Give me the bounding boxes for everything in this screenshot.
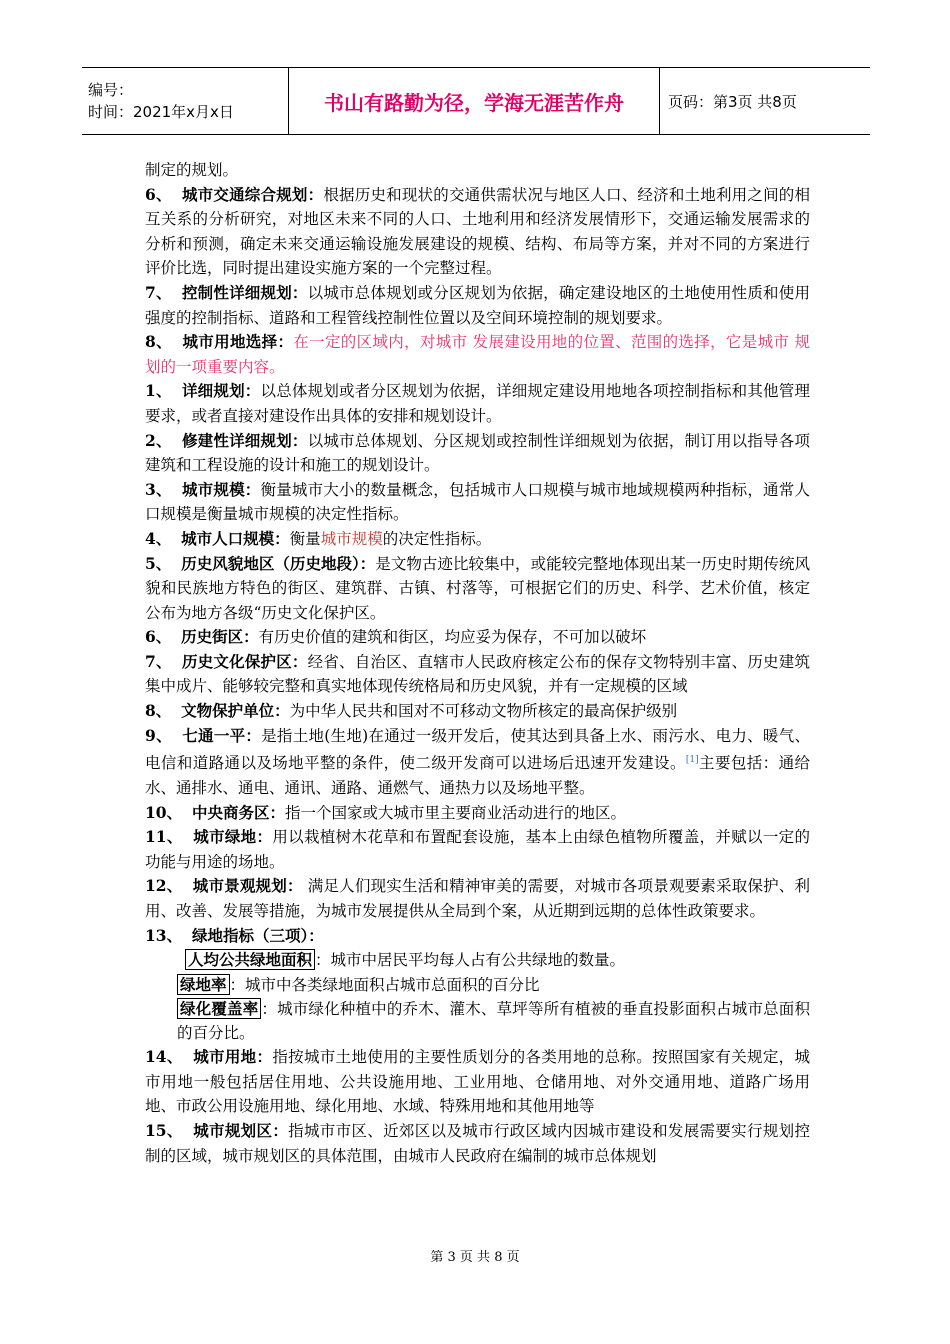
term-label: 历史街区： (181, 627, 259, 647)
paragraph-text: 根据历史和现状的交通供需状况与地区人口、经济和土地利用之间的相互关系的分析研究，对地区未来不同的人口、土地利用和经济发展情形下，交通运输发展需求的分析和预测，确定未来交通运输设施发展建设的规模、结构、布局等方案，并对不同的方案进行评价比选，同时提出建设实施方案的一个完整过程。 (145, 185, 810, 278)
paragraph-num: 7、 (145, 651, 172, 671)
paragraph-population-scale (145, 527, 810, 552)
paragraph-text: 为中华人民共和国对不可移动文物所核定的最高保护级别 (289, 702, 678, 721)
paragraph-seven-connections (145, 724, 810, 801)
page-header (82, 67, 870, 135)
paragraph-num: 12、 (145, 876, 183, 896)
paragraph-control-planning (145, 281, 810, 330)
paragraph-num: 13、 (145, 925, 183, 945)
paragraph-green-indicators (145, 924, 810, 949)
paragraph-text: 指按城市土地使用的主要性质划分的各类用地的总称。按照国家有关规定，城市用地一般包括居住用地、公共设施用地、工业用地、仓储用地、对外交通用地、道路广场用地、市政公用设施用地、绿化用地、水域、特殊用地和其他用地等 (145, 1048, 810, 1116)
paragraph-num: 8、 (145, 701, 172, 721)
term-label: 城市人口规模： (181, 528, 290, 548)
paragraph-num: 5、 (145, 553, 172, 573)
term-label: 城市规划区： (193, 1120, 289, 1140)
paragraph-planning-zone (145, 1119, 810, 1168)
term-label: 控制性详细规划： (181, 282, 308, 302)
paragraph-num: 14、 (145, 1047, 183, 1067)
paragraph-text: 指城市市区、近郊区以及城市行政区域内因城市建设和发展需要实行规划控制的区域，城市规划区的具体范围，由城市人民政府在编制的城市总体规划 (145, 1121, 810, 1165)
paragraph-text: 衡量 (289, 529, 321, 548)
doc-time-label: 时间：2021年x月x日 (88, 103, 234, 121)
paragraph-text: 衡量城市大小的数量概念，包括城市人口规模与城市地域规模两种指标，通常人口规模是衡量城市规模的决定性指标。 (145, 480, 810, 524)
paragraph-text: 是文物古迹比较集中，或能较完整地体现出某一历史时期传统风貌和民族地方特色的街区、建筑群、古镇、村落等，可根据它们的历史、科学、艺术价值，核定公布为地方各级“历史文化保护区。 (145, 554, 810, 622)
highlighted-text: 在一定的区域内，对城市 发展建设用地的位置、范围的选择，它是城市 规划的一项重要内容。 (145, 333, 810, 376)
indicator-text: ：城市绿化种植中的乔木、灌木、草坪等所有植被的垂直投影面积占城市总面积的百分比。 (177, 1000, 810, 1042)
term-label: 城市用地： (193, 1047, 273, 1067)
paragraph-detailed-planning (145, 379, 810, 428)
term-label: 文物保护单位： (181, 701, 290, 721)
page-footer (0, 1246, 950, 1265)
term-label: 历史文化保护区： (181, 651, 308, 671)
paragraph-num: 2、 (145, 430, 172, 450)
paragraph-num: 6、 (145, 184, 172, 204)
paragraph-relic-unit (145, 699, 810, 724)
footnote-reference[interactable]: [1] (685, 755, 699, 766)
term-label: 中央商务区： (191, 802, 285, 822)
paragraph-num: 9、 (145, 725, 172, 745)
doc-number-label: 编号： (88, 81, 134, 99)
indicator-per-capita (145, 948, 810, 973)
paragraph-constructive-planning (145, 429, 810, 478)
paragraph-traffic-planning (145, 183, 810, 281)
paragraph-num: 3、 (145, 479, 172, 499)
paragraph-text: 是指土地(生地)在通过一级开发后，使其达到具备上水、雨污水、电力、暖气、电信和道路通以及场地平整的条件，使二级开发商可以进场后迅速开发建设。 (145, 726, 810, 773)
paragraph-historic-area (145, 552, 810, 626)
indicator-text: ：城市中居民平均每人占有公共绿地的数量。 (315, 951, 626, 970)
paragraph-text: 用以栽植树木花草和布置配套设施，基本上由绿色植物所覆盖，并赋以一定的功能与用途的场地。 (145, 828, 810, 871)
paragraph-num: 11、 (145, 827, 183, 847)
paragraph-city-scale (145, 478, 810, 527)
motto-text: 书山有路勤为径，学海无涯苦作舟 (324, 90, 624, 115)
paragraph-text: 有历史价值的建筑和街区，均应妥为保存，不可加以破坏 (258, 628, 647, 647)
boxed-term: 绿地率 (177, 974, 230, 995)
highlighted-text: 城市规模 (320, 529, 383, 548)
term-label: 七通一平： (182, 725, 262, 745)
term-label: 城市绿地： (193, 827, 273, 847)
term-label: 修建性详细规划： (181, 430, 308, 450)
paragraph-text: 的决定性指标。 (382, 529, 492, 548)
paragraph-green-space (145, 825, 810, 874)
paragraph-text: 以城市总体规划、分区规划或控制性详细规划为依据，制订用以指导各项建筑和工程设施的设计和施工的规划设计。 (145, 431, 810, 475)
term-label: 城市用地选择： (182, 332, 294, 352)
paragraph-text: 以总体规划或者分区规划为依据，详细规定建设用地地各项控制指标和其他管理要求，或者直接对建设作出具体的安排和规划设计。 (145, 382, 810, 425)
paragraph-num: 15、 (145, 1120, 183, 1140)
term-label: 城市规模： (181, 479, 261, 499)
paragraph-num: 1、 (145, 381, 172, 401)
paragraph-text: 制定的规划。 (145, 161, 239, 179)
paragraph-text: 主要包括：通给水、通排水、通电、通讯、通路、通燃气、通热力以及场地平整。 (145, 754, 810, 797)
document-body (145, 158, 810, 1168)
paragraph-text: 以城市总体规划或分区规划为依据，确定建设地区的土地使用性质和使用强度的控制指标、道路和工程管线控制性位置以及空间环境控制的规划要求。 (145, 283, 810, 327)
term-label: 历史风貌地区（历史地段）： (181, 553, 376, 573)
indicator-green-ratio (145, 973, 810, 998)
paragraph-historic-protection (145, 650, 810, 699)
term-label: 城市交通综合规划： (181, 184, 324, 204)
indicator-coverage-ratio (145, 997, 810, 1045)
header-meta (82, 68, 288, 134)
paragraph-num: 6、 (145, 627, 172, 647)
paragraph-text: 经省、自治区、直辖市人民政府核定公布的保存文物特别丰富、历史建筑集中成片、能够较完整和真实地体现传统格局和历史风貌，并有一定规模的区域 (145, 652, 810, 696)
footer-page-number: 第 3 页 共 8 页 (430, 1250, 520, 1265)
paragraph-num: 7、 (145, 282, 172, 302)
boxed-term: 绿化覆盖率 (177, 998, 261, 1019)
paragraph-text: 指一个国家或大城市里主要商业活动进行的地区。 (284, 803, 626, 822)
indicator-text: ：城市中各类绿地面积占城市总面积的百分比 (229, 975, 540, 994)
paragraph-num: 4、 (145, 528, 172, 548)
paragraph-num: 8、 (145, 332, 172, 352)
term-label: 详细规划： (181, 381, 261, 401)
paragraph-num: 10、 (145, 802, 183, 822)
term-label: 绿地指标（三项）： (191, 925, 324, 945)
page-number-label: 页码：第3页 共8页 (668, 92, 797, 111)
paragraph-0 (145, 158, 810, 183)
paragraph-landscape-planning (145, 874, 810, 923)
paragraph-urban-land (145, 1045, 810, 1119)
header-page (660, 68, 870, 134)
paragraph-historic-street (145, 625, 810, 650)
boxed-term: 人均公共绿地面积 (185, 949, 315, 970)
paragraph-land-selection (145, 330, 810, 379)
header-motto (288, 68, 660, 134)
term-label: 城市景观规划： (192, 876, 303, 896)
paragraph-cbd (145, 801, 810, 826)
paragraph-text: 满足人们现实生活和精神审美的需要，对城市各项景观要素采取保护、利用、改善、发展等措施，为城市发展提供从全局到个案，从近期到远期的总体性政策要求。 (145, 877, 810, 920)
